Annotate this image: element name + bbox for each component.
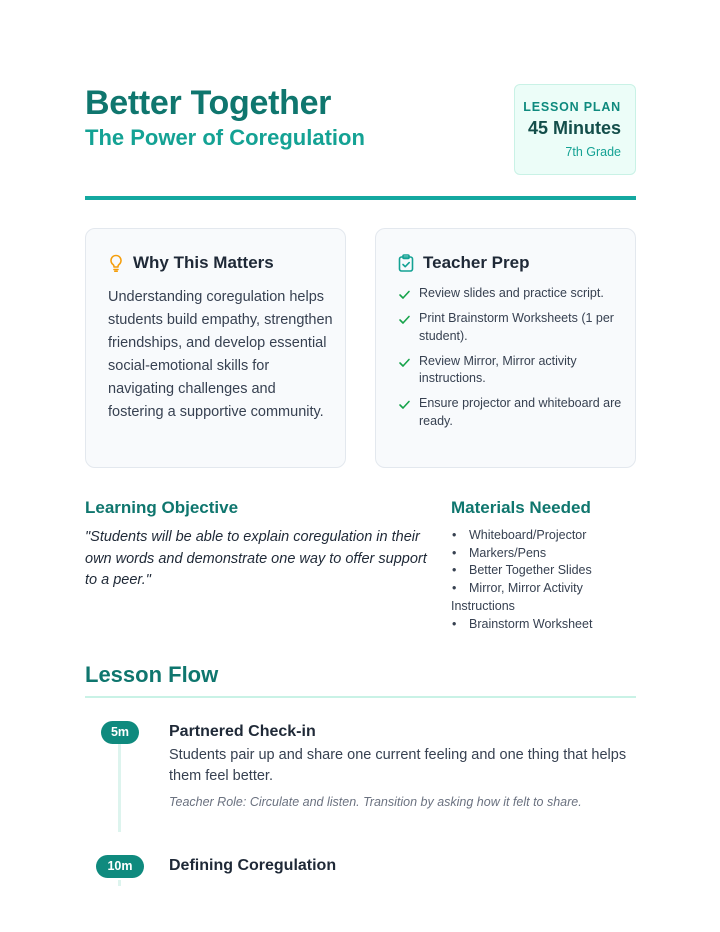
bullet: • bbox=[452, 545, 457, 560]
step-time-badge: 5m bbox=[101, 721, 139, 744]
material-item-text: Markers/Pens bbox=[469, 545, 547, 560]
why-card-title: Why This Matters bbox=[133, 253, 274, 272]
material-item-text: Brainstorm Worksheet bbox=[469, 616, 593, 631]
material-item bbox=[451, 562, 636, 580]
material-item-text: Better Together Slides bbox=[469, 563, 592, 578]
lesson-duration: 45 Minutes bbox=[527, 118, 621, 138]
material-item-text: Mirror, Mirror Activity Instructions bbox=[451, 581, 583, 613]
prep-item bbox=[398, 310, 623, 345]
materials-title: Materials Needed bbox=[451, 498, 591, 517]
prep-item-text: Ensure projector and whiteboard are ready. bbox=[419, 396, 622, 428]
bullet: • bbox=[452, 581, 457, 596]
material-item bbox=[451, 580, 636, 615]
lesson-flow-title: Lesson Flow bbox=[85, 662, 219, 687]
header-divider bbox=[85, 196, 636, 200]
material-item bbox=[451, 545, 636, 563]
step-title: Defining Coregulation bbox=[169, 857, 337, 874]
materials-list bbox=[451, 527, 636, 633]
step-time-badge: 10m bbox=[96, 855, 144, 878]
lesson-plan-box bbox=[514, 84, 636, 175]
step-title: Partnered Check-in bbox=[169, 723, 316, 740]
teacher-prep-title: Teacher Prep bbox=[423, 253, 530, 272]
lightbulb-icon bbox=[108, 254, 124, 272]
teacher-prep-card bbox=[375, 228, 636, 468]
timeline-line bbox=[118, 880, 121, 886]
prep-item-text: Review slides and practice script. bbox=[419, 286, 604, 300]
check-icon bbox=[398, 313, 411, 326]
bullet: • bbox=[452, 563, 457, 578]
timeline-line bbox=[118, 740, 121, 832]
check-icon bbox=[398, 398, 411, 411]
lesson-plan-label: LESSON PLAN bbox=[523, 100, 621, 114]
teacher-prep-header bbox=[398, 253, 529, 273]
teacher-prep-list bbox=[398, 285, 623, 438]
check-icon bbox=[398, 288, 411, 301]
lesson-flow-divider bbox=[85, 696, 636, 698]
prep-item bbox=[398, 285, 623, 303]
prep-item bbox=[398, 395, 623, 430]
bullet: • bbox=[452, 616, 457, 631]
step-description: Students pair up and share one current feeling and one thing that helps them feel better. bbox=[169, 747, 627, 784]
material-item bbox=[451, 527, 636, 545]
prep-item-text: Print Brainstorm Worksheets (1 per student). bbox=[419, 311, 614, 343]
material-item-text: Whiteboard/Projector bbox=[469, 528, 587, 542]
check-icon bbox=[398, 356, 411, 369]
learning-objective-text: "Students will be able to explain coregulation in their own words and demonstrate one way to offer support to a peer." bbox=[85, 529, 427, 588]
why-card-text: Understanding coregulation helps students build empathy, strengthen friendships, and develop essential social-emotional skills for navigating challenges and fostering a supportive community. bbox=[108, 289, 333, 420]
learning-objective-title: Learning Objective bbox=[85, 498, 239, 517]
lesson-header bbox=[85, 84, 636, 176]
step-teacher-role: Teacher Role: Circulate and listen. Transition by asking how it felt to share. bbox=[169, 795, 582, 809]
page-title: Better Together bbox=[85, 84, 332, 122]
why-card-header bbox=[108, 253, 274, 273]
why-card bbox=[85, 228, 346, 468]
bullet: • bbox=[452, 528, 457, 542]
prep-item bbox=[398, 353, 623, 388]
lesson-grade: 7th Grade bbox=[565, 145, 621, 159]
clipboard-check-icon bbox=[398, 254, 414, 272]
material-item bbox=[451, 616, 636, 634]
page-subtitle: The Power of Coregulation bbox=[85, 125, 365, 150]
prep-item-text: Review Mirror, Mirror activity instructions. bbox=[419, 353, 577, 385]
